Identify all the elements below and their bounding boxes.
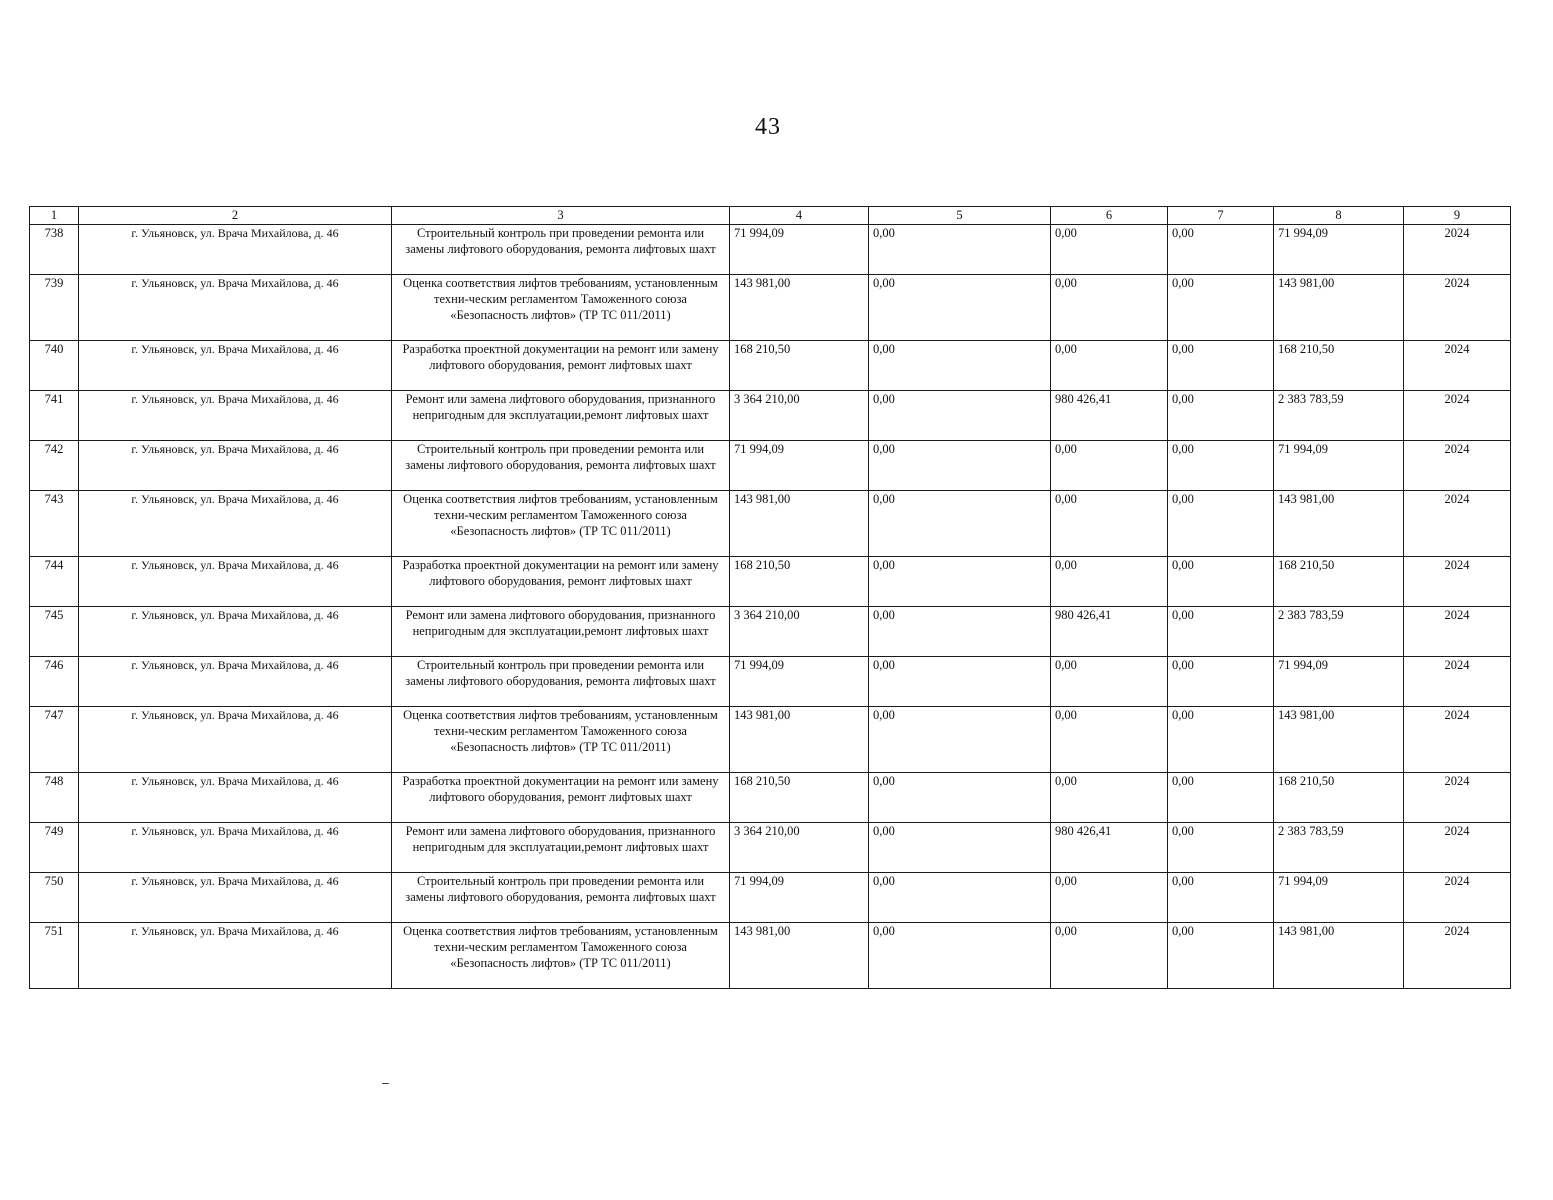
column-5-value-cell: 0,00 <box>869 773 1051 823</box>
column-8-value-cell: 143 981,00 <box>1274 707 1404 773</box>
column-5-value-cell: 0,00 <box>869 707 1051 773</box>
column-8-value-cell: 168 210,50 <box>1274 341 1404 391</box>
column-header: 5 <box>869 207 1051 225</box>
column-7-value-cell: 0,00 <box>1168 607 1274 657</box>
address-cell: г. Ульяновск, ул. Врача Михайлова, д. 46 <box>79 773 392 823</box>
column-8-value-cell: 143 981,00 <box>1274 275 1404 341</box>
column-header: 9 <box>1404 207 1511 225</box>
year-cell: 2024 <box>1404 773 1511 823</box>
column-5-value-cell: 0,00 <box>869 873 1051 923</box>
column-8-value-cell: 143 981,00 <box>1274 491 1404 557</box>
column-6-value-cell: 0,00 <box>1051 873 1168 923</box>
work-description-cell: Разработка проектной документации на ремонт или замену лифтового оборудования, ремонт лифтовых шахт <box>392 557 730 607</box>
column-8-value-cell: 168 210,50 <box>1274 773 1404 823</box>
column-header: 1 <box>30 207 79 225</box>
column-7-value-cell: 0,00 <box>1168 491 1274 557</box>
column-7-value-cell: 0,00 <box>1168 391 1274 441</box>
column-7-value-cell: 0,00 <box>1168 873 1274 923</box>
column-8-value-cell: 71 994,09 <box>1274 873 1404 923</box>
year-cell: 2024 <box>1404 823 1511 873</box>
column-7-value-cell: 0,00 <box>1168 707 1274 773</box>
table-row <box>30 557 1511 607</box>
year-cell: 2024 <box>1404 557 1511 607</box>
works-table <box>29 206 1511 989</box>
row-number: 747 <box>30 707 79 773</box>
row-number: 743 <box>30 491 79 557</box>
address-cell: г. Ульяновск, ул. Врача Михайлова, д. 46 <box>79 441 392 491</box>
total-cost-cell: 143 981,00 <box>730 491 869 557</box>
table-row <box>30 657 1511 707</box>
column-6-value-cell: 0,00 <box>1051 707 1168 773</box>
column-8-value-cell: 168 210,50 <box>1274 557 1404 607</box>
column-5-value-cell: 0,00 <box>869 441 1051 491</box>
row-number: 751 <box>30 923 79 989</box>
address-cell: г. Ульяновск, ул. Врача Михайлова, д. 46 <box>79 657 392 707</box>
total-cost-cell: 71 994,09 <box>730 873 869 923</box>
column-7-value-cell: 0,00 <box>1168 275 1274 341</box>
table-row <box>30 491 1511 557</box>
row-number: 744 <box>30 557 79 607</box>
column-header: 2 <box>79 207 392 225</box>
table-row <box>30 823 1511 873</box>
work-description-cell: Ремонт или замена лифтового оборудования, признанного непригодным для эксплуатации,ремонт лифтовых шахт <box>392 607 730 657</box>
address-cell: г. Ульяновск, ул. Врача Михайлова, д. 46 <box>79 491 392 557</box>
work-description-cell: Оценка соответствия лифтов требованиям, установленным техни-ческим регламентом Таможенного союза «Безопасность лифтов» (ТР ТС 011/2011) <box>392 923 730 989</box>
work-description-cell: Строительный контроль при проведении ремонта или замены лифтового оборудования, ремонта лифтовых шахт <box>392 441 730 491</box>
address-cell: г. Ульяновск, ул. Врача Михайлова, д. 46 <box>79 823 392 873</box>
column-header: 3 <box>392 207 730 225</box>
row-number: 740 <box>30 341 79 391</box>
column-6-value-cell: 0,00 <box>1051 557 1168 607</box>
column-6-value-cell: 0,00 <box>1051 657 1168 707</box>
work-description-cell: Строительный контроль при проведении ремонта или замены лифтового оборудования, ремонта лифтовых шахт <box>392 873 730 923</box>
row-number: 742 <box>30 441 79 491</box>
column-8-value-cell: 143 981,00 <box>1274 923 1404 989</box>
page-number: 43 <box>755 114 781 140</box>
column-header: 4 <box>730 207 869 225</box>
address-cell: г. Ульяновск, ул. Врача Михайлова, д. 46 <box>79 557 392 607</box>
total-cost-cell: 168 210,50 <box>730 341 869 391</box>
column-5-value-cell: 0,00 <box>869 341 1051 391</box>
year-cell: 2024 <box>1404 225 1511 275</box>
table-row <box>30 341 1511 391</box>
year-cell: 2024 <box>1404 275 1511 341</box>
scan-mark <box>382 1083 389 1084</box>
table-row <box>30 707 1511 773</box>
table-row <box>30 773 1511 823</box>
year-cell: 2024 <box>1404 607 1511 657</box>
column-6-value-cell: 0,00 <box>1051 275 1168 341</box>
total-cost-cell: 3 364 210,00 <box>730 391 869 441</box>
address-cell: г. Ульяновск, ул. Врача Михайлова, д. 46 <box>79 707 392 773</box>
year-cell: 2024 <box>1404 873 1511 923</box>
address-cell: г. Ульяновск, ул. Врача Михайлова, д. 46 <box>79 275 392 341</box>
total-cost-cell: 168 210,50 <box>730 773 869 823</box>
address-cell: г. Ульяновск, ул. Врача Михайлова, д. 46 <box>79 341 392 391</box>
column-5-value-cell: 0,00 <box>869 225 1051 275</box>
work-description-cell: Строительный контроль при проведении ремонта или замены лифтового оборудования, ремонта лифтовых шахт <box>392 657 730 707</box>
row-number: 738 <box>30 225 79 275</box>
work-description-cell: Ремонт или замена лифтового оборудования, признанного непригодным для эксплуатации,ремонт лифтовых шахт <box>392 823 730 873</box>
column-6-value-cell: 0,00 <box>1051 923 1168 989</box>
column-7-value-cell: 0,00 <box>1168 773 1274 823</box>
column-6-value-cell: 0,00 <box>1051 341 1168 391</box>
address-cell: г. Ульяновск, ул. Врача Михайлова, д. 46 <box>79 873 392 923</box>
column-7-value-cell: 0,00 <box>1168 441 1274 491</box>
column-5-value-cell: 0,00 <box>869 923 1051 989</box>
row-number: 746 <box>30 657 79 707</box>
table-row <box>30 607 1511 657</box>
column-7-value-cell: 0,00 <box>1168 557 1274 607</box>
year-cell: 2024 <box>1404 657 1511 707</box>
column-number-row <box>30 207 1511 225</box>
column-8-value-cell: 2 383 783,59 <box>1274 391 1404 441</box>
table-row <box>30 873 1511 923</box>
address-cell: г. Ульяновск, ул. Врача Михайлова, д. 46 <box>79 225 392 275</box>
year-cell: 2024 <box>1404 923 1511 989</box>
table-row <box>30 225 1511 275</box>
work-description-cell: Оценка соответствия лифтов требованиям, установленным техни-ческим регламентом Таможенного союза «Безопасность лифтов» (ТР ТС 011/2011) <box>392 275 730 341</box>
total-cost-cell: 143 981,00 <box>730 707 869 773</box>
column-7-value-cell: 0,00 <box>1168 923 1274 989</box>
row-number: 750 <box>30 873 79 923</box>
column-7-value-cell: 0,00 <box>1168 657 1274 707</box>
column-8-value-cell: 71 994,09 <box>1274 441 1404 491</box>
column-7-value-cell: 0,00 <box>1168 225 1274 275</box>
address-cell: г. Ульяновск, ул. Врача Михайлова, д. 46 <box>79 923 392 989</box>
column-5-value-cell: 0,00 <box>869 607 1051 657</box>
total-cost-cell: 71 994,09 <box>730 441 869 491</box>
column-7-value-cell: 0,00 <box>1168 823 1274 873</box>
table-row <box>30 275 1511 341</box>
row-number: 749 <box>30 823 79 873</box>
year-cell: 2024 <box>1404 491 1511 557</box>
column-8-value-cell: 2 383 783,59 <box>1274 823 1404 873</box>
column-6-value-cell: 980 426,41 <box>1051 391 1168 441</box>
work-description-cell: Строительный контроль при проведении ремонта или замены лифтового оборудования, ремонта лифтовых шахт <box>392 225 730 275</box>
column-5-value-cell: 0,00 <box>869 391 1051 441</box>
column-header: 7 <box>1168 207 1274 225</box>
total-cost-cell: 168 210,50 <box>730 557 869 607</box>
row-number: 741 <box>30 391 79 441</box>
column-8-value-cell: 2 383 783,59 <box>1274 607 1404 657</box>
total-cost-cell: 71 994,09 <box>730 657 869 707</box>
address-cell: г. Ульяновск, ул. Врача Михайлова, д. 46 <box>79 391 392 441</box>
total-cost-cell: 143 981,00 <box>730 923 869 989</box>
work-description-cell: Ремонт или замена лифтового оборудования, признанного непригодным для эксплуатации,ремонт лифтовых шахт <box>392 391 730 441</box>
column-6-value-cell: 0,00 <box>1051 773 1168 823</box>
year-cell: 2024 <box>1404 441 1511 491</box>
work-description-cell: Разработка проектной документации на ремонт или замену лифтового оборудования, ремонт лифтовых шахт <box>392 341 730 391</box>
column-8-value-cell: 71 994,09 <box>1274 225 1404 275</box>
total-cost-cell: 3 364 210,00 <box>730 823 869 873</box>
column-6-value-cell: 0,00 <box>1051 225 1168 275</box>
row-number: 748 <box>30 773 79 823</box>
table-row <box>30 923 1511 989</box>
total-cost-cell: 71 994,09 <box>730 225 869 275</box>
column-5-value-cell: 0,00 <box>869 557 1051 607</box>
column-6-value-cell: 980 426,41 <box>1051 607 1168 657</box>
column-6-value-cell: 0,00 <box>1051 441 1168 491</box>
work-description-cell: Разработка проектной документации на ремонт или замену лифтового оборудования, ремонт лифтовых шахт <box>392 773 730 823</box>
total-cost-cell: 3 364 210,00 <box>730 607 869 657</box>
column-7-value-cell: 0,00 <box>1168 341 1274 391</box>
address-cell: г. Ульяновск, ул. Врача Михайлова, д. 46 <box>79 607 392 657</box>
column-6-value-cell: 980 426,41 <box>1051 823 1168 873</box>
column-5-value-cell: 0,00 <box>869 275 1051 341</box>
column-5-value-cell: 0,00 <box>869 491 1051 557</box>
year-cell: 2024 <box>1404 707 1511 773</box>
column-5-value-cell: 0,00 <box>869 823 1051 873</box>
work-description-cell: Оценка соответствия лифтов требованиям, установленным техни-ческим регламентом Таможенного союза «Безопасность лифтов» (ТР ТС 011/2011) <box>392 491 730 557</box>
table-row <box>30 391 1511 441</box>
column-header: 6 <box>1051 207 1168 225</box>
column-8-value-cell: 71 994,09 <box>1274 657 1404 707</box>
column-header: 8 <box>1274 207 1404 225</box>
column-6-value-cell: 0,00 <box>1051 491 1168 557</box>
row-number: 739 <box>30 275 79 341</box>
work-description-cell: Оценка соответствия лифтов требованиям, установленным техни-ческим регламентом Таможенного союза «Безопасность лифтов» (ТР ТС 011/2011) <box>392 707 730 773</box>
table-row <box>30 441 1511 491</box>
year-cell: 2024 <box>1404 341 1511 391</box>
column-5-value-cell: 0,00 <box>869 657 1051 707</box>
total-cost-cell: 143 981,00 <box>730 275 869 341</box>
year-cell: 2024 <box>1404 391 1511 441</box>
row-number: 745 <box>30 607 79 657</box>
